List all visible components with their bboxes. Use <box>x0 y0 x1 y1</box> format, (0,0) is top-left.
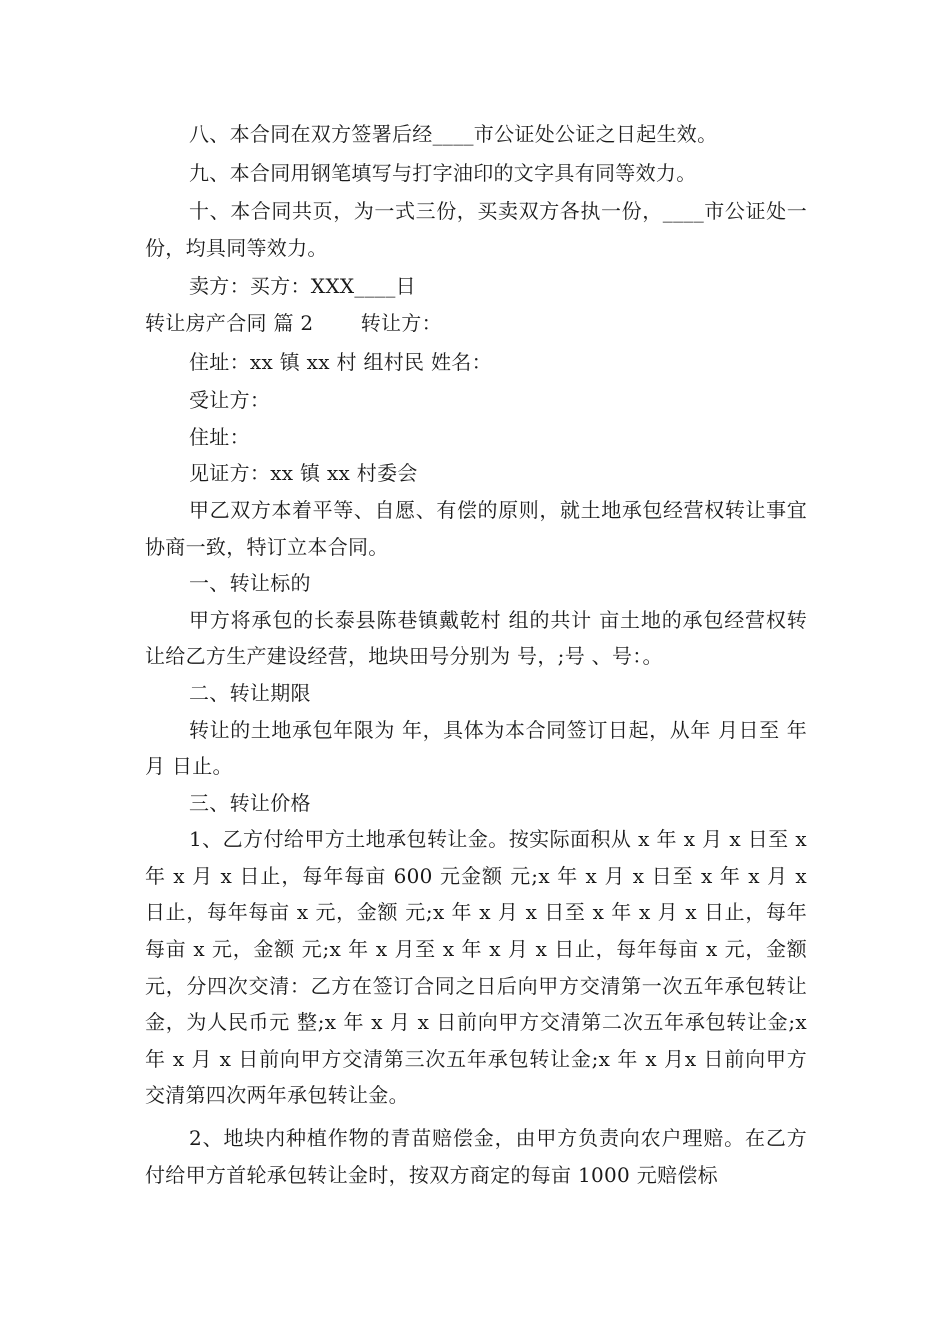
witness-line: 见证方：xx 镇 xx 村委会 <box>189 461 418 486</box>
heading-transfer-price: 三、转让价格 <box>189 790 311 815</box>
transfer-term-paragraph: 转让的土地承包年限为 年，具体为本合同签订日起，从年 月日至 年 月 日止。 <box>145 717 807 779</box>
document-page <box>145 116 807 1193</box>
preamble-paragraph: 甲乙双方本着平等、自愿、有偿的原则，就土地承包经营权转让事宜协商一致，特订立本合同。 <box>145 497 807 559</box>
heading-transfer-subject: 一、转让标的 <box>189 571 311 596</box>
transferee-label: 受让方： <box>189 388 271 413</box>
section-title-contract-2: 转让房产合同 篇 2 转让方： <box>145 310 442 335</box>
transferor-address: 住址：xx 镇 xx 村 组村民 姓名： <box>189 349 492 374</box>
clause-8: 八、本合同在双方签署后经____市公证处公证之日起生效。 <box>189 122 718 146</box>
signature-line: 卖方：买方：XXX____日 <box>189 274 416 299</box>
transfer-subject-paragraph: 甲方将承包的长泰县陈巷镇戴乾村 组的共计 亩土地的承包经营权转让给乙方生产建设经营，地块田号分别为 号，;号 、号：。 <box>145 607 807 669</box>
clause-9: 九、本合同用钢笔填写与打字油印的文字具有同等效力。 <box>189 160 697 185</box>
price-item-2-paragraph: 2、地块内种植作物的青苗赔偿金，由甲方负责向农户理赔。在乙方付给甲方首轮承包转让金时，按双方商定的每亩 1000 元赔偿标 <box>145 1126 807 1187</box>
price-item-1-paragraph: 1、乙方付给甲方土地承包转让金。按实际面积从 x 年 x 月 x 日至 x 年 x 月 x 日止，每年每亩 600 元金额 元;x 年 x 月 x 日至 x 年 x 月 x 日止，每年每亩 x 元，金额 元;x 年 x 月 x 日至 x 年 x 月 x 日止，每年每亩 x 元，金额 元;x 年 x 月至 x 年 x 月 x 日止，每年每亩 x 元，金额元，分四次交清：乙方在签订合同之日后向甲方交清第一次五年承包转让金，为人民币元 整;x 年 x 月 x 日前向甲方交清第二次五年承包转让金;x 年 x 月 x 日前向甲方交清第三次五年承包转让金;x 年 x 月x 日前向甲方交清第四次两年承包转让金。 <box>145 827 807 1108</box>
clause-10: 十、本合同共页，为一式三份，买卖双方各执一份，____市公证处一份，均具同等效力。 <box>145 199 807 260</box>
transferee-address: 住址： <box>189 424 250 449</box>
heading-transfer-term: 二、转让期限 <box>189 680 311 705</box>
